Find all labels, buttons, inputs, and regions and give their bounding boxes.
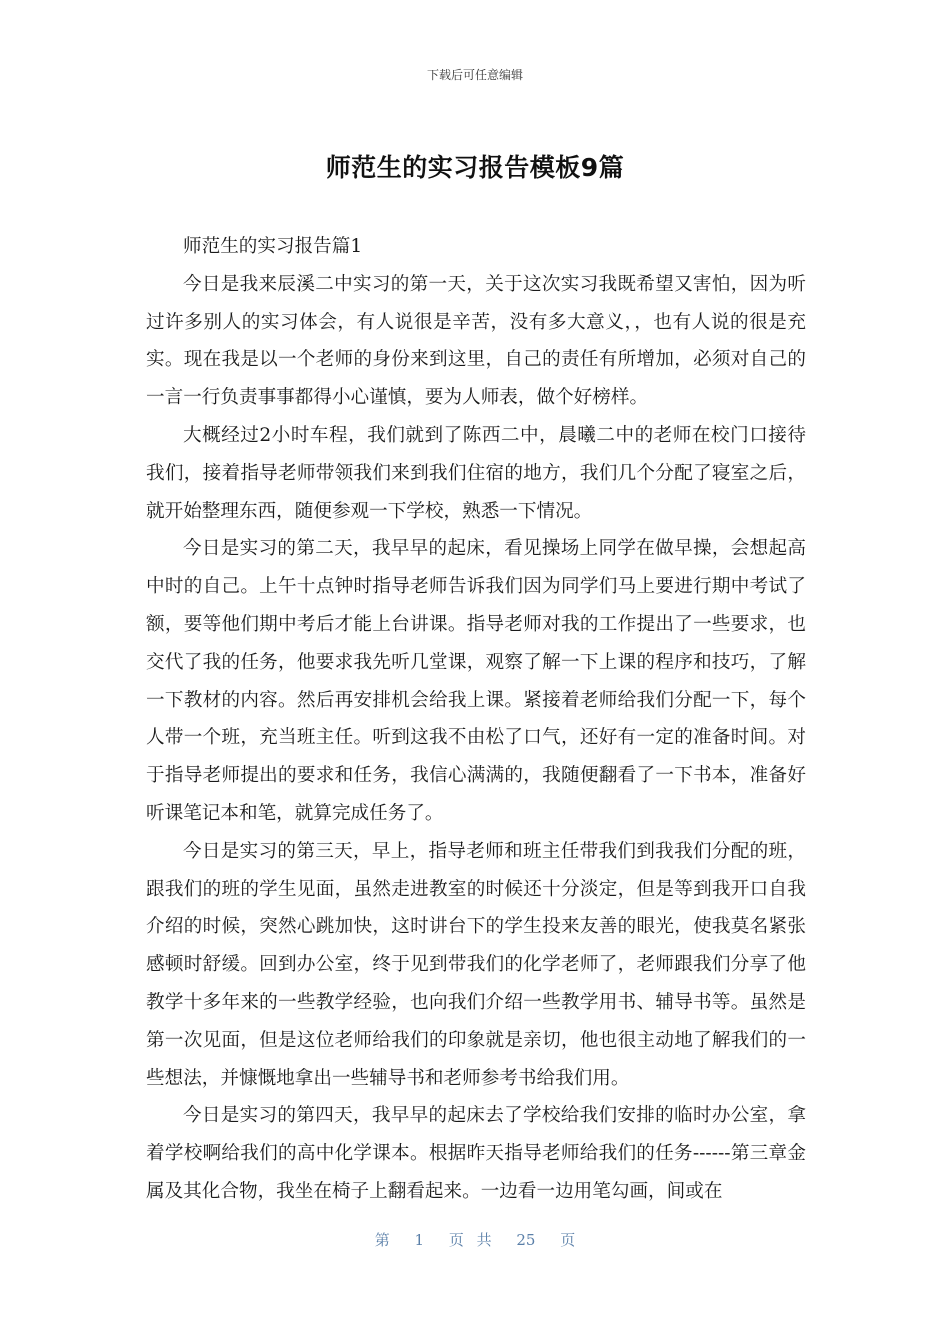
page-footer	[0, 1229, 950, 1250]
page-label: 第	[374, 1231, 390, 1249]
paragraph: 今日是我来辰溪二中实习的第一天，关于这次实习我既希望又害怕，因为听过许多别人的实习体会，有人说很是辛苦，没有多大意义，，也有人说的很是充实。现在我是以一个老师的身份来到这里，自己的责任有所增加，必须对自己的一言一行负责事事都得小心谨慎，要为人师表，做个好榜样。	[146, 273, 806, 409]
page-header: 下载后可任意编辑	[426, 68, 523, 82]
total-pages: 25	[516, 1231, 536, 1249]
page-suffix: 页	[560, 1231, 576, 1249]
paragraph: 今日是实习的第二天，我早早的起床，看见操场上同学在做早操，会想起高中时的自己。上午十点钟时指导老师告诉我们因为同学们马上要进行期中考试了额，要等他们期中考后才能上台讲课。指导老师对我的工作提出了一些要求，也交代了我的任务，他要求我先听几堂课，观察了解一下上课的程序和技巧，了解一下教材的内容。然后再安排机会给我上课。紧接着老师给我们分配一下，每个人带一个班，充当班主任。听到这我不由松了口气，还好有一定的准备时间。对于指导老师提出的要求和任务，我信心满满的，我随便翻看了一下书本，准备好听课笔记本和笔，就算完成任务了。	[146, 538, 806, 824]
paragraph: 今日是实习的第四天，我早早的起床去了学校给我们安排的临时办公室，拿着学校啊给我们的高中化学课本。根据昨天指导老师给我们的任务------第三章金属及其化合物，我坐在椅子上翻看起来。一边看一边用笔勾画，间或在	[146, 1105, 806, 1202]
page-mid-label: 页 共	[448, 1231, 492, 1249]
section-heading: 师范生的实习报告篇1	[183, 236, 363, 257]
page-number: 1	[414, 1231, 425, 1249]
document-title: 师范生的实习报告模板9篇	[325, 153, 625, 182]
paragraph: 今日是实习的第三天，早上，指导老师和班主任带我们到我我们分配的班，跟我们的班的学生见面，虽然走进教室的时候还十分淡定，但是等到我开口自我介绍的时候，突然心跳加快，这时讲台下的学生投来友善的眼光，使我莫名紧张感顿时舒缓。回到办公室，终于见到带我们的化学老师了，老师跟我们分享了他教学十多年来的一些教学经验，也向我们介绍一些教学用书、辅导书等。虽然是第一次见面，但是这位老师给我们的印象就是亲切，他也很主动地了解我们的一些想法，并慷慨地拿出一些辅导书和老师参考书给我们用。	[146, 840, 806, 1089]
paragraph: 大概经过2小时车程，我们就到了陈西二中，晨曦二中的老师在校门口接待我们，接着指导老师带领我们来到我们住宿的地方，我们几个分配了寝室之后，就开始整理东西，随便参观一下学校，熟悉一下情况。	[146, 424, 806, 522]
document-body	[146, 228, 806, 1211]
